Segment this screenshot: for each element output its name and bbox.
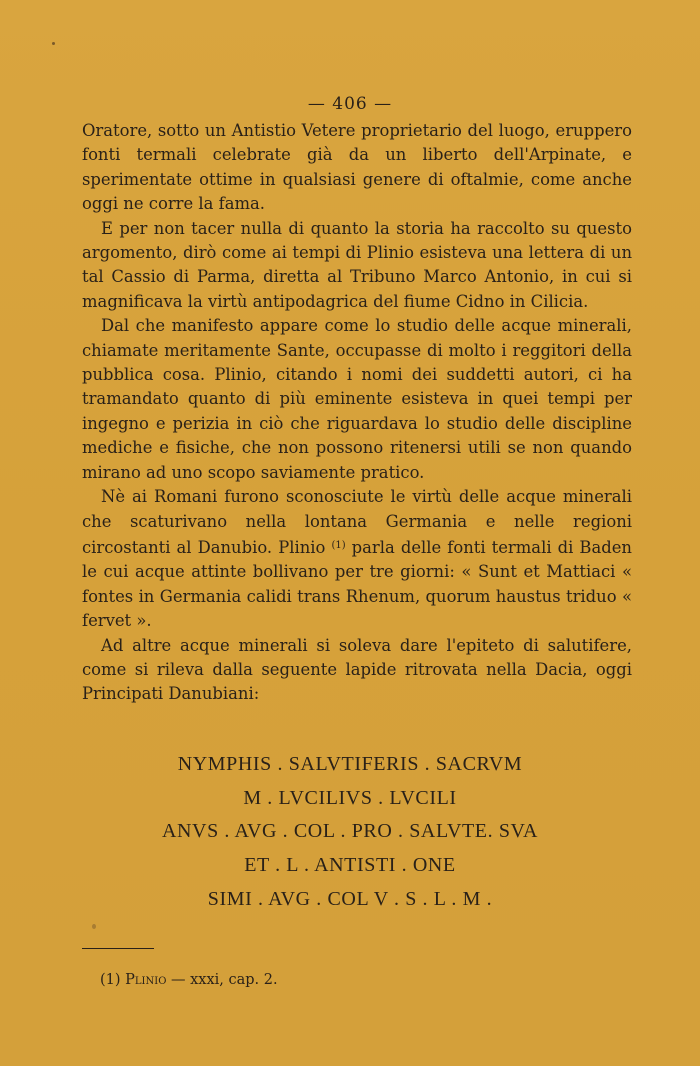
inscription-line: ET . L . ANTISTI . ONE: [244, 854, 456, 877]
paper-speck: [92, 924, 96, 929]
paragraph-1: Oratore, sotto un Antistio Vetere proprietario del luogo, eruppero fonti termali celebrate già da un liberto dell'Arpinate, e sperimentate ottime in qualsiasi genere di oftalmie, come anche oggi ne corre la fama.: [82, 121, 632, 214]
footnote-author: Plinio: [125, 972, 167, 988]
footnote-mark: (1): [100, 972, 121, 988]
paragraph-5: Ad altre acque minerali si soleva dare l'epiteto di salutifere, come si rileva dalla seguente lapide ritrovata nella Dacia, oggi Principati Danubiani:: [82, 635, 632, 704]
inscription-line: NYMPHIS . SALVTIFERIS . SACRVM: [177, 753, 523, 775]
paragraph-3: Dal che manifesto appare come lo studio delle acque minerali, chiamate meritamente Sante, occupasse di molto i reggitori della pubblica cosa. Plinio, citando i nomi dei suddetti autori, ci ha tramandato quanto di più eminente esisteva in quei tempi per ingegno e perizia in ciò che riguardava lo studio delle discipline mediche e fisiche, che non possono ritenersi utili se non quando mirano ad uno scopo saviamente pratico.: [82, 316, 632, 482]
page-number: — 406 —: [307, 94, 393, 114]
inscription-line: M . LVCILIVS . LVCILI: [243, 786, 457, 809]
footnote-reference[interactable]: (1): [331, 539, 346, 551]
inscription-line: ANVS . AVG . COL . PRO . SALVTE. SVA: [161, 820, 539, 843]
footnote-text: — xxxi, cap. 2.: [171, 972, 278, 988]
paper-speck: [52, 42, 55, 45]
inscription-line: SIMI . AVG . COL V . S . L . M .: [207, 887, 493, 910]
body-text: [82, 119, 632, 707]
paragraph-4-part-1: Nè ai Romani furono sconosciute le virtù delle acque minerali che scaturivano nella lontana Germania e nelle regioni circostanti al Danubio. Plinio: [82, 487, 632, 557]
paragraph-2: E per non tacer nulla di quanto la storia ha raccolto su questo argomento, dirò come ai tempi di Plinio esisteva una lettera di un tal Cassio di Parma, diretta al Tribuno Marco Antonio, in cui si magnificava la virtù antipodagrica del fiume Cidno in Cilicia.: [82, 218, 632, 311]
footnote-divider: [82, 948, 154, 949]
latin-inscription: [0, 748, 700, 917]
paragraph-4: [82, 485, 632, 633]
footnote: [100, 972, 278, 988]
paragraph-4-part-2: parla delle fonti termali di Baden le cui acque attinte bollivano per tre giorni: « Sunt et Mattiaci « fontes in Germania calidi trans Rhenum, quorum haustus triduo « fervet ».: [82, 537, 632, 631]
